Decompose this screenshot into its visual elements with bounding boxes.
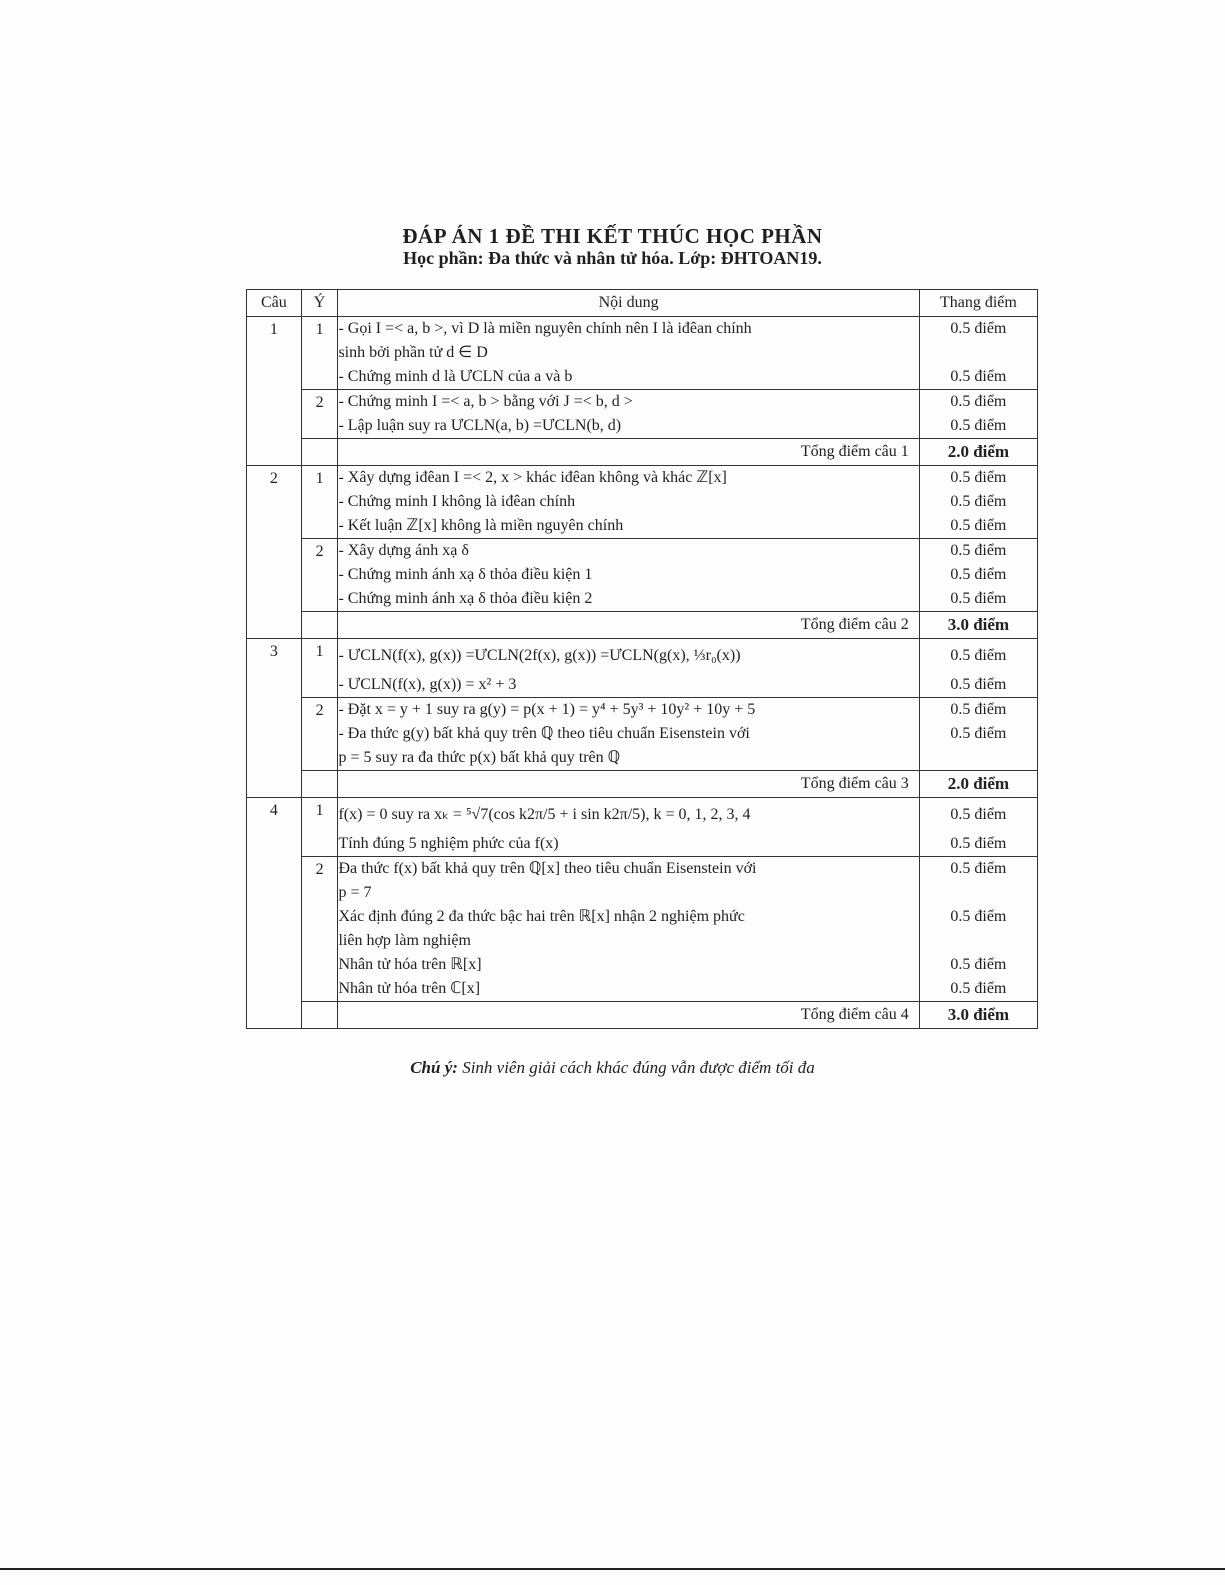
content-line: p = 5 suy ra đa thức p(x) bất khả quy trên ℚ <box>338 749 621 766</box>
points-value: 0.5 điểm <box>950 676 1007 693</box>
table-row <box>247 698 1038 771</box>
question-number: 2 <box>247 466 302 639</box>
table-row <box>247 539 1038 612</box>
content-line: Đa thức f(x) bất khả quy trên ℚ[x] theo tiêu chuẩn Eisenstein với <box>338 860 757 877</box>
points-value <box>920 929 1037 953</box>
content-line: - Đa thức g(y) bất khả quy trên ℚ theo tiêu chuẩn Eisenstein với <box>338 725 750 742</box>
points-cell <box>919 466 1037 539</box>
content-line: - ƯCLN(f(x), g(x)) = x² + 3 <box>338 676 517 693</box>
page-title: ĐÁP ÁN 1 ĐỀ THI KẾT THÚC HỌC PHẦN <box>402 224 823 248</box>
content-line: - Gọi I =< a, b >, vì D là miền nguyên chính nên I là iđêan chính <box>338 320 752 337</box>
content-line: Tính đúng 5 nghiệm phức của f(x) <box>338 835 559 852</box>
question-number: 4 <box>247 798 302 1029</box>
points-value <box>920 746 1037 770</box>
points-value: 0.5 điểm <box>950 493 1007 510</box>
scan-bottom-border <box>0 1568 1225 1570</box>
total-row <box>247 612 1038 639</box>
points-value: 0.5 điểm <box>950 956 1007 973</box>
part-number: 1 <box>301 639 338 698</box>
points-value: 0.5 điểm <box>950 860 1007 877</box>
content-cell <box>338 639 919 698</box>
empty-cell <box>301 612 338 639</box>
points-value: 0.5 điểm <box>950 542 1007 559</box>
points-value: 0.5 điểm <box>950 725 1007 742</box>
content-line: Nhân tử hóa trên ℂ[x] <box>338 980 481 997</box>
table-row <box>247 390 1038 439</box>
content-line: - Chứng minh d là ƯCLN của a và b <box>338 368 573 385</box>
content-cell <box>338 857 919 1002</box>
empty-cell <box>301 1002 338 1029</box>
content-line: p = 7 <box>338 884 372 901</box>
empty-cell <box>301 439 338 466</box>
table-row <box>247 466 1038 539</box>
points-value: 0.5 điểm <box>950 835 1007 852</box>
points-cell <box>919 798 1037 857</box>
content-line: f(x) = 0 suy ra xₖ = ⁵√7(cos k2π/5 + i sin k2π/5), k = 0, 1, 2, 3, 4 <box>338 806 751 823</box>
part-number: 2 <box>301 390 338 439</box>
table-row <box>247 798 1038 857</box>
points-value: 0.5 điểm <box>950 566 1007 583</box>
points-cell <box>919 857 1037 1002</box>
table-row <box>247 857 1038 1002</box>
content-cell <box>338 317 919 390</box>
total-row <box>247 439 1038 466</box>
part-number: 1 <box>301 798 338 857</box>
content-line: - Lập luận suy ra ƯCLN(a, b) =ƯCLN(b, d) <box>338 417 622 434</box>
points-cell <box>919 390 1037 439</box>
header-y: Ý <box>301 290 338 317</box>
table-row <box>247 639 1038 698</box>
content-line: Nhân tử hóa trên ℝ[x] <box>338 956 482 973</box>
total-row <box>247 771 1038 798</box>
total-value: 3.0 điểm <box>919 612 1037 639</box>
points-value: 0.5 điểm <box>950 980 1007 997</box>
total-label: Tổng điểm câu 3 <box>338 771 919 798</box>
total-value: 3.0 điểm <box>919 1002 1037 1029</box>
footnote <box>0 1058 1225 1078</box>
part-number: 2 <box>301 698 338 771</box>
points-value: 0.5 điểm <box>950 701 1007 718</box>
total-value: 2.0 điểm <box>919 771 1037 798</box>
content-line: - Kết luận ℤ[x] không là miền nguyên chính <box>338 517 624 534</box>
header-thang-diem: Thang điểm <box>919 290 1037 317</box>
header-cau: Câu <box>247 290 302 317</box>
question-number: 1 <box>247 317 302 466</box>
points-value: 0.5 điểm <box>950 368 1007 385</box>
points-value: 0.5 điểm <box>950 320 1007 337</box>
table-header-row <box>247 290 1038 317</box>
content-line: - Chứng minh ánh xạ δ thỏa điều kiện 1 <box>338 566 593 583</box>
table-row <box>247 317 1038 390</box>
content-line: - Chứng minh I không là iđêan chính <box>338 493 576 510</box>
total-label: Tổng điểm câu 2 <box>338 612 919 639</box>
points-value: 0.5 điểm <box>950 908 1007 925</box>
content-cell <box>338 390 919 439</box>
question-number: 3 <box>247 639 302 798</box>
content-line: liên hợp làm nghiệm <box>338 932 471 949</box>
header-noi-dung: Nội dung <box>338 290 919 317</box>
points-value: 0.5 điểm <box>950 647 1007 664</box>
total-label: Tổng điểm câu 4 <box>338 1002 919 1029</box>
points-cell <box>919 539 1037 612</box>
content-line: - Đặt x = y + 1 suy ra g(y) = p(x + 1) = y⁴ + 5y³ + 10y² + 10y + 5 <box>338 701 756 718</box>
content-cell <box>338 466 919 539</box>
page-subtitle: Học phần: Đa thức và nhân tử hóa. Lớp: ĐHTOAN19. <box>403 248 822 268</box>
content-line: sinh bởi phần tử d ∈ D <box>338 344 488 361</box>
content-cell <box>338 798 919 857</box>
points-value: 0.5 điểm <box>950 590 1007 607</box>
total-row <box>247 1002 1038 1029</box>
empty-cell <box>301 771 338 798</box>
part-number: 1 <box>301 317 338 390</box>
content-cell <box>338 539 919 612</box>
content-cell <box>338 698 919 771</box>
points-value: 0.5 điểm <box>950 417 1007 434</box>
footnote-label: Chú ý: <box>410 1058 458 1077</box>
points-value <box>920 341 1037 365</box>
points-value: 0.5 điểm <box>950 806 1007 823</box>
points-cell <box>919 698 1037 771</box>
points-value: 0.5 điểm <box>950 469 1007 486</box>
total-label: Tổng điểm câu 1 <box>338 439 919 466</box>
footnote-text: Sinh viên giải cách khác đúng vẫn được điểm tối đa <box>462 1058 815 1077</box>
answer-table <box>246 289 1038 1029</box>
content-line: - Xây dựng ánh xạ δ <box>338 542 469 559</box>
content-line: - Xây dựng iđêan I =< 2, x > khác iđêan không và khác ℤ[x] <box>338 469 727 486</box>
part-number: 2 <box>301 857 338 1002</box>
content-line: - ƯCLN(f(x), g(x)) =ƯCLN(2f(x), g(x)) =ƯCLN(g(x), ⅓r₀(x)) <box>338 647 741 664</box>
total-value: 2.0 điểm <box>919 439 1037 466</box>
points-cell <box>919 639 1037 698</box>
points-value <box>920 881 1037 905</box>
points-cell <box>919 317 1037 390</box>
part-number: 1 <box>301 466 338 539</box>
part-number: 2 <box>301 539 338 612</box>
points-value: 0.5 điểm <box>950 517 1007 534</box>
content-line: - Chứng minh I =< a, b > bằng với J =< b, d > <box>338 393 633 410</box>
content-line: - Chứng minh ánh xạ δ thỏa điều kiện 2 <box>338 590 593 607</box>
points-value: 0.5 điểm <box>950 393 1007 410</box>
content-line: Xác định đúng 2 đa thức bậc hai trên ℝ[x] nhận 2 nghiệm phức <box>338 908 745 925</box>
